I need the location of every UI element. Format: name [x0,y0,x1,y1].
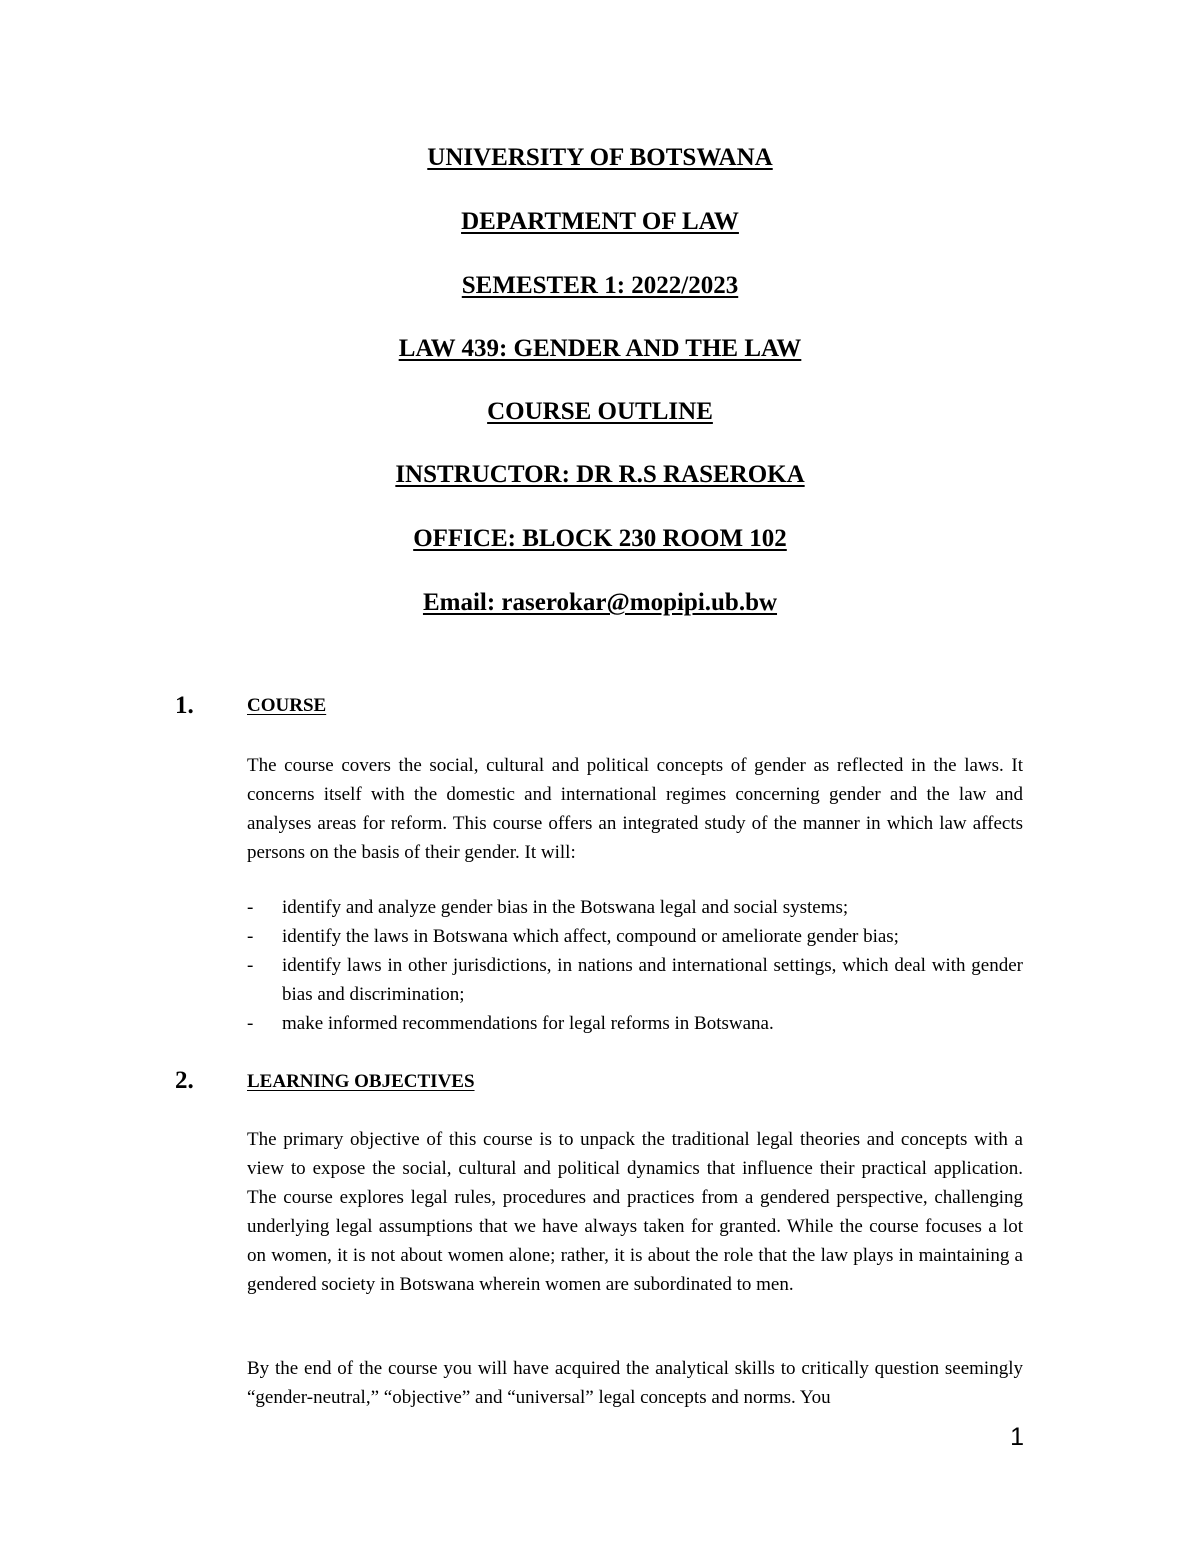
section-2-number: 2. [175,1067,194,1094]
semester-heading: SEMESTER 1: 2022/2023 [461,272,739,299]
list-item [247,893,1023,922]
list-item [247,1009,1023,1038]
department-heading: DEPARTMENT OF LAW [461,208,739,235]
bullet-text: identify laws in other jurisdictions, in nations and international settings, which deal with gender bias and discrimination; [282,955,1023,1005]
list-item [247,922,1023,951]
section-1-title: COURSE [247,695,327,716]
section-2-title: LEARNING OBJECTIVES [247,1071,475,1092]
section-2-paragraph-1: The primary objective of this course is to unpack the traditional legal theories and concepts with a view to expose the social, cultural and political dynamics that influence their practical application. The course explores legal rules, procedures and practices from a gendered perspective, challenging underlying legal assumptions that we have always taken for granted. While the course focuses a lot on women, it is not about women alone; rather, it is about the role that the law plays in maintaining a gendered society in Botswana wherein women are subordinated to men. [247,1129,1023,1295]
university-heading: UNIVERSITY OF BOTSWANA [427,144,773,171]
office-heading: OFFICE: BLOCK 230 ROOM 102 [413,525,787,552]
list-item [247,951,1023,1009]
section-1-number: 1. [175,692,194,719]
section-2-paragraph-2: By the end of the course you will have acquired the analytical skills to critically question seemingly “gender-neutral,” “objective” and “universal” legal concepts and norms. You [247,1358,1023,1408]
instructor-heading: INSTRUCTOR: DR R.S RASEROKA [395,461,805,488]
email-heading[interactable]: Email: raserokar@mopipi.ub.bw [422,589,778,616]
page-number: 1 [1010,1423,1024,1451]
document-type-heading: COURSE OUTLINE [487,398,713,425]
bullet-text: make informed recommendations for legal reforms in Botswana. [282,1013,774,1034]
bullet-dash: - [247,926,254,947]
bullet-dash: - [247,1013,254,1034]
bullet-text: identify the laws in Botswana which affect, compound or ameliorate gender bias; [282,926,899,947]
bullet-dash: - [247,897,254,918]
section-1-bullet-list [247,893,1023,1038]
course-title-heading: LAW 439: GENDER AND THE LAW [398,335,802,362]
bullet-dash: - [247,955,254,976]
bullet-text: identify and analyze gender bias in the Botswana legal and social systems; [282,897,849,918]
section-1-paragraph: The course covers the social, cultural and political concepts of gender as reflected in the laws. It concerns itself with the domestic and international regimes concerning gender and the law and analyses areas for reform. This course offers an integrated study of the manner in which law affects persons on the basis of their gender. It will: [247,755,1023,863]
